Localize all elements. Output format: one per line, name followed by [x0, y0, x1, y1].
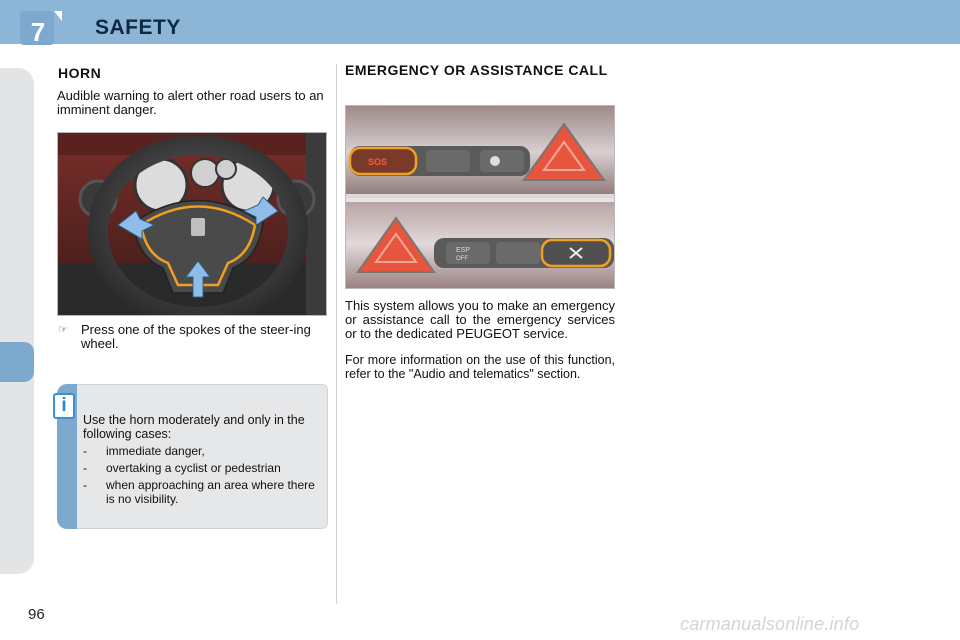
steering-wheel-image	[57, 132, 327, 316]
emergency-buttons-image	[345, 105, 615, 289]
info-intro: Use the horn moderately and only in the following cases:	[83, 413, 305, 441]
horn-description: Audible warning to alert other road users to an imminent danger.	[57, 88, 324, 117]
list-item: - overtaking a cyclist or pedestrian	[83, 461, 281, 475]
esp-label: ESP	[456, 247, 471, 254]
info-icon: i	[53, 393, 75, 419]
pointing-hand-icon: ☞	[58, 324, 68, 336]
emergency-paragraph-2: For more information on the use of this function, refer to the "Audio and telematics" section.	[345, 353, 615, 381]
sos-label: SOS	[368, 157, 388, 167]
footer-watermark[interactable]: carmanualsonline.info	[680, 614, 860, 634]
off-label: OFF	[456, 256, 468, 262]
chapter-title: SAFETY	[95, 16, 181, 39]
horn-instruction-text: Press one of the spokes of the steer-ing wheel.	[81, 322, 311, 351]
emergency-paragraph-1: This system allows you to make an emergency or assistance call to the emergency services or to the dedicated PEUGEOT service.	[345, 298, 615, 341]
page-number: 96	[28, 606, 45, 623]
info-list	[83, 444, 323, 509]
left-margin-bar	[0, 68, 34, 574]
list-item: - immediate danger,	[83, 444, 205, 458]
chapter-number: 7	[30, 17, 46, 47]
chapter-tab	[20, 11, 62, 55]
emergency-heading: EMERGENCY OR ASSISTANCE CALL	[345, 62, 608, 78]
horn-heading: HORN	[58, 65, 102, 81]
column-divider	[336, 64, 337, 604]
steering-wheel-illustration	[58, 133, 327, 316]
list-item: - when approaching an area where there is no visibility.	[83, 478, 315, 506]
chapter-marker	[0, 342, 34, 382]
emergency-buttons-illustration	[346, 106, 615, 289]
